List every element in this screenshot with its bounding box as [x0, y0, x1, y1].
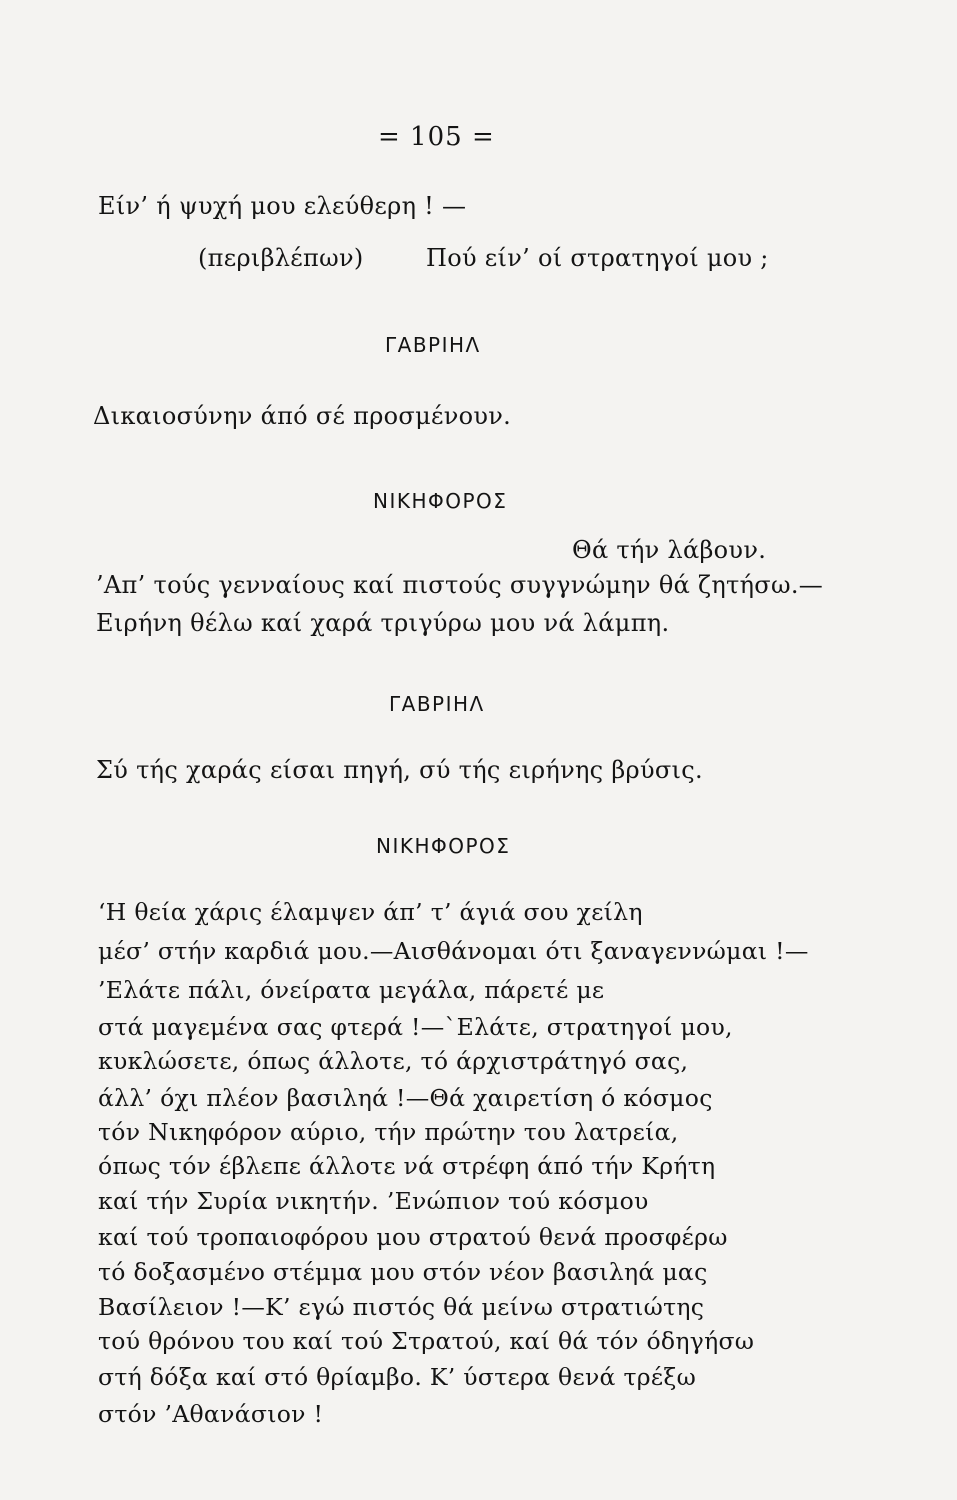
text-line: Δικαιοσύνην άπό σέ προσμένουν. [93, 402, 512, 430]
text-line: Ειρήνη θέλω καί χαρά τριγύρω μου νά λάμπη. [96, 609, 670, 637]
verse-line: τόν Νικηφόρον αύριο, τήν πρώτην του λατρεία, [98, 1118, 679, 1146]
verse-line: άλλ’ όχι πλέον βασιληά !—Θά χαιρετίση ό κόσμος [98, 1084, 713, 1112]
text-line: ’Απ’ τούς γενναίους καί πιστούς συγγνώμην θά ζητήσω.— [96, 571, 824, 599]
speaker-name: ΝΙΚΗΦΟΡΟΣ [373, 489, 508, 513]
speaker-name: ΓΑΒΡΙΗΛ [389, 692, 485, 716]
verse-line: ’Ελάτε πάλι, όνείρατα μεγάλα, πάρετέ με [98, 976, 605, 1004]
verse-line: ‘Η θεία χάρις έλαμψεν άπ’ τ’ άγιά σου χείλη [98, 898, 643, 926]
verse-line: στή δόξα καί στό θρίαμβο. Κ’ ύστερα θενά τρέξω [98, 1363, 697, 1391]
verse-line: Βασίλειον !—Κ’ εγώ πιστός θά μείνω στρατιώτης [98, 1293, 705, 1321]
verse-line: στά μαγεμένα σας φτερά !—`Ελάτε, στρατηγοί μου, [98, 1013, 733, 1041]
verse-line: τό δοξασμένο στέμμα μου στόν νέον βασιληά μας [98, 1258, 708, 1286]
verse-line: όπως τόν έβλεπε άλλοτε νά στρέφη άπό τήν Κρήτη [98, 1152, 716, 1180]
stage-direction: (περιβλέπων) [198, 244, 364, 272]
verse-line: στόν ’Αθανάσιον ! [98, 1400, 324, 1428]
verse-line: μέσ’ στήν καρδιά μου.—Αισθάνομαι ότι ξαναγεννώμαι !— [98, 937, 809, 965]
verse-line: καί τήν Συρία νικητήν. ’Ενώπιον τού κόσμου [98, 1187, 649, 1215]
text-line: Είν’ ή ψυχή μου ελεύθερη ! — [98, 192, 467, 220]
speaker-name: ΓΑΒΡΙΗΛ [385, 333, 481, 357]
page-number: = 105 = [378, 122, 495, 152]
text-line: Θά τήν λάβουν. [572, 536, 767, 564]
speaker-name: ΝΙΚΗΦΟΡΟΣ [376, 834, 511, 858]
verse-line: τού θρόνου του καί τού Στρατού, καί θά τόν όδηγήσω [98, 1327, 755, 1355]
verse-line: καί τού τροπαιοφόρου μου στρατού θενά προσφέρω [98, 1223, 728, 1251]
verse-line: κυκλώσετε, όπως άλλοτε, τό άρχιστράτηγό σας, [98, 1047, 689, 1075]
text-line: Σύ τής χαράς είσαι πηγή, σύ τής ειρήνης βρύσις. [96, 756, 703, 784]
text-line: Πού είν’ οί στρατηγοί μου ; [426, 244, 769, 272]
